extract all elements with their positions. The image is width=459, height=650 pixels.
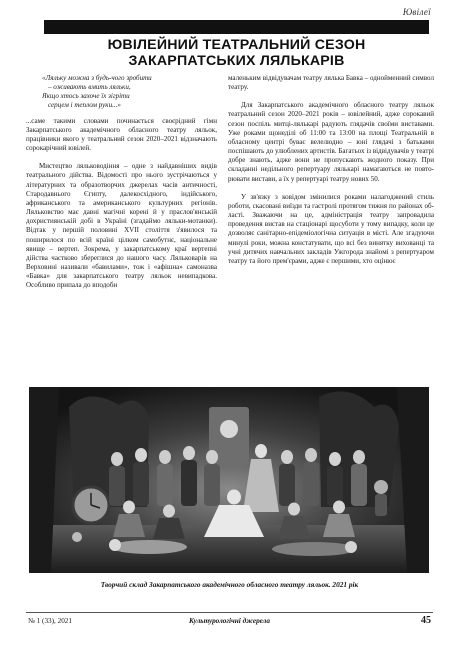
paragraph: Для Закарпатського академічного обласного театру ляльок театральний сезон 2020–2021 років – ювілейний, адже сорокавий сезон поспіль митці-лялькарі радують глядачів своїми виставами. Уже роками щонеділі об 11:00 та 13:00 на площі Театральній в обласному центрі буває велелюдно – юні глядачі з батьками поспішають до улюблених артистів. Багатьох із відвідувачів у театрі добре знають, адже вони не пропускають жодного показу. При складанні недільного репертуару лялькарі намагаються не повторювати вистави, а їх у репертуарі театру нових 50. [228, 101, 434, 183]
troupe-photo [29, 387, 429, 573]
paragraph: Мистецтво ляльководіння – одне з найдавніших видів театрального дійства. Відомості про нього зустрічаються у літературних та образотворчих джерелах часів античності, Стародавнього Єгипту, далекосхідного, індійського, африканського та американського культурних регіонів. Ляльковство має давні магічні корені й у праслов'янській дохристиянській добі в Україні (згадаймо ляльки-мотанки). Відтак у першій половині XVII століття з'явилося та поширилося по всій країні цілком самобутнє, національне явище – вертеп. Зокрема, у закарпатському краї вертепні дійства частково збереглися до нашого часу. Ляльковарів на Верховині називали «бавилами», тож і «афішна» самоназва «Бавка» для закарпатського театру ляльок невипадкова. Особливо припала до вподоби [26, 162, 217, 290]
epigraph-line: серцем і теплом руки...» [48, 101, 121, 110]
header-bar [44, 20, 429, 34]
epigraph-line: Якщо хтось захоче їх зігріти [42, 92, 130, 101]
article-title [40, 37, 433, 69]
epigraph [42, 74, 217, 111]
left-column [26, 74, 217, 290]
epigraph-line: «Ляльку можна з будь-чого зробити [42, 74, 152, 82]
footer-divider [26, 612, 433, 613]
paragraph: маленьким відвідувачам театру лялька Бавка – однойменний символ театру. [228, 74, 434, 92]
epigraph-line: – оживають вмить ляльки, [48, 83, 131, 92]
section-label: Ювілеї [402, 7, 431, 17]
journal-name: Культурологічні джерела [189, 617, 270, 625]
page-footer [28, 616, 431, 630]
paragraph: ...саме такими словами починається своєрідний гімн Закарпатського академічного обласного театру ляльок, працівники якого у театральний сезон 2020–2021 відзначають сорокарічний ювілей. [26, 116, 217, 153]
right-column [228, 74, 434, 266]
issue-number: № 1 (33), 2021 [28, 617, 72, 625]
photo-caption: Творчий склад Закарпатського академічного обласного театру ляльок. 2021 рік [100, 580, 359, 589]
page-number: 45 [421, 615, 431, 626]
paragraph: У зв'язку з ковідом змінилися роками налагоджений стиль роботи, скасовані виїзди та гастролі протягом тижня по районах області. Зважаючи на це, адміністрація театру запровадила проведення вистав на стаціонарі щосуботи у тому випадку, коли це дозволяє санітарно-епідеміологічна ситуація в місті. Але згадуючи минулі роки, можна констатувати, що всі без винятку вихованці та учні дитячих навчальних закладів Ужгорода знайомі з репертуаром театру та його прем'єрами, адже є першими, хто оцінює [228, 192, 434, 265]
title-line-2: ЗАКАРПАТСЬКИХ ЛЯЛЬКАРІВ [128, 53, 345, 69]
title-line-1: ЮВІЛЕЙНИЙ ТЕАТРАЛЬНИЙ СЕЗОН [107, 37, 366, 53]
troupe-photo-illustration [29, 387, 429, 573]
